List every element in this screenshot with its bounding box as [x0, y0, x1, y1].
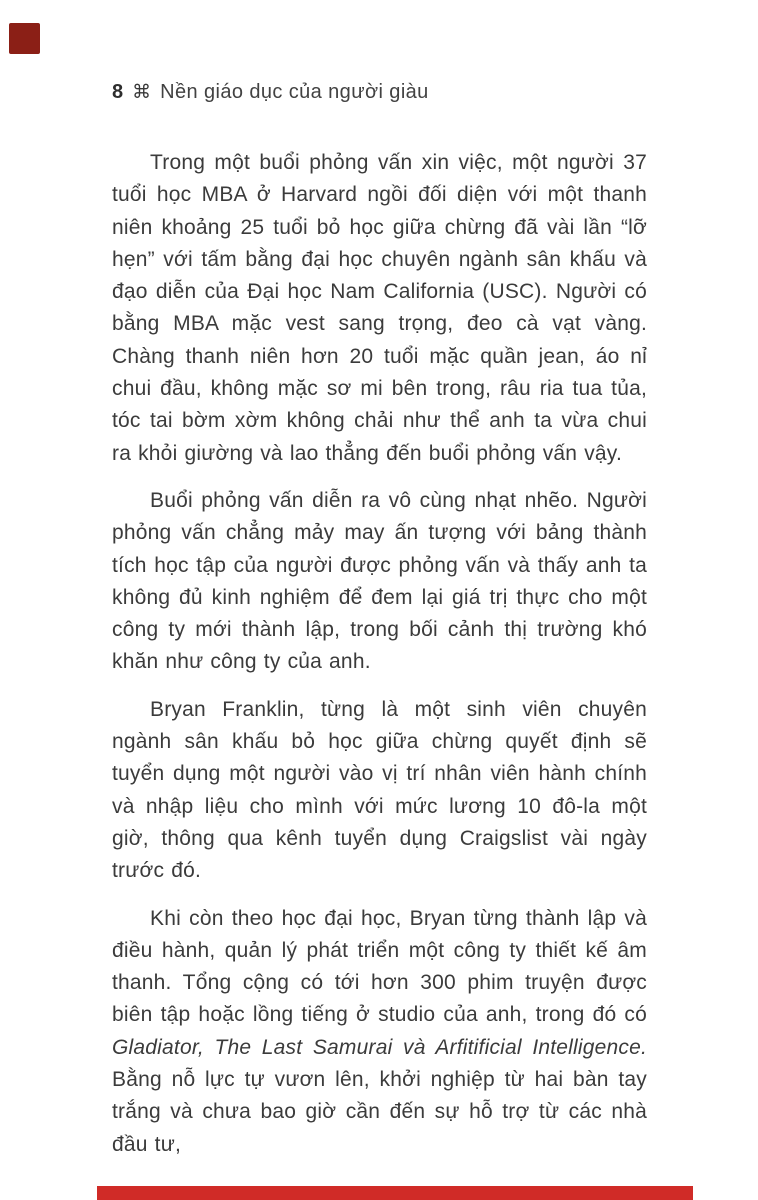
paragraph: Trong một buổi phỏng vấn xin việc, một người 37 tuổi học MBA ở Harvard ngồi đối diện với một thanh niên khoảng 25 tuổi bỏ học giữa chừng đã vài lần “lỡ hẹn” với tấm bằng đại học chuyên ngành sân khấu và đạo diễn của Đại học Nam California (USC). Người có bằng MBA mặc vest sang trọng, đeo cà vạt vàng. Chàng thanh niên hơn 20 tuổi mặc quần jean, áo nỉ chui đầu, không mặc sơ mi bên trong, râu ria tua tủa, tóc tai bờm xờm không chải như thể anh ta vừa chui ra khỏi giường và lao thẳng đến buổi phỏng vấn vậy. [112, 151, 647, 465]
bookmark-marker[interactable] [9, 23, 40, 54]
reading-progress-bar[interactable] [97, 1186, 693, 1200]
command-ornament-icon: ⌘ [132, 82, 152, 103]
page-number: 8 [112, 81, 124, 103]
book-title: Nền giáo dục của người giàu [160, 81, 429, 103]
paragraph: Khi còn theo học đại học, Bryan từng thành lập và điều hành, quản lý phát triển một công ty thiết kế âm thanh. Tổng cộng có tới hơn 300 phim truyện được biên tập hoặc lồng tiếng ở studio của anh, trong đó có Gladiator, The Last Samurai và Arfitificial Intelligence. Bằng nỗ lực tự vươn lên, khởi nghiệp từ hai bàn tay trắng và chưa bao giờ cần đến sự hỗ trợ từ các nhà đầu tư, [112, 906, 647, 1156]
paragraph: Bryan Franklin, từng là một sinh viên chuyên ngành sân khấu bỏ học giữa chừng quyết định sẽ tuyển dụng một người vào vị trí nhân viên hành chính và nhập liệu cho mình với mức lương 10 đô-la một giờ, thông qua kênh tuyển dụng Craigslist vài ngày trước đó. [112, 697, 647, 883]
page-body [112, 147, 647, 1176]
page-header [112, 80, 429, 105]
paragraph: Buổi phỏng vấn diễn ra vô cùng nhạt nhẽo. Người phỏng vấn chẳng mảy may ấn tượng với bảng thành tích học tập của người được phỏng vấn và thấy anh ta không đủ kinh nghiệm để đem lại giá trị thực cho một công ty mới thành lập, trong bối cảnh thị trường khó khăn như công ty của anh. [112, 488, 647, 674]
